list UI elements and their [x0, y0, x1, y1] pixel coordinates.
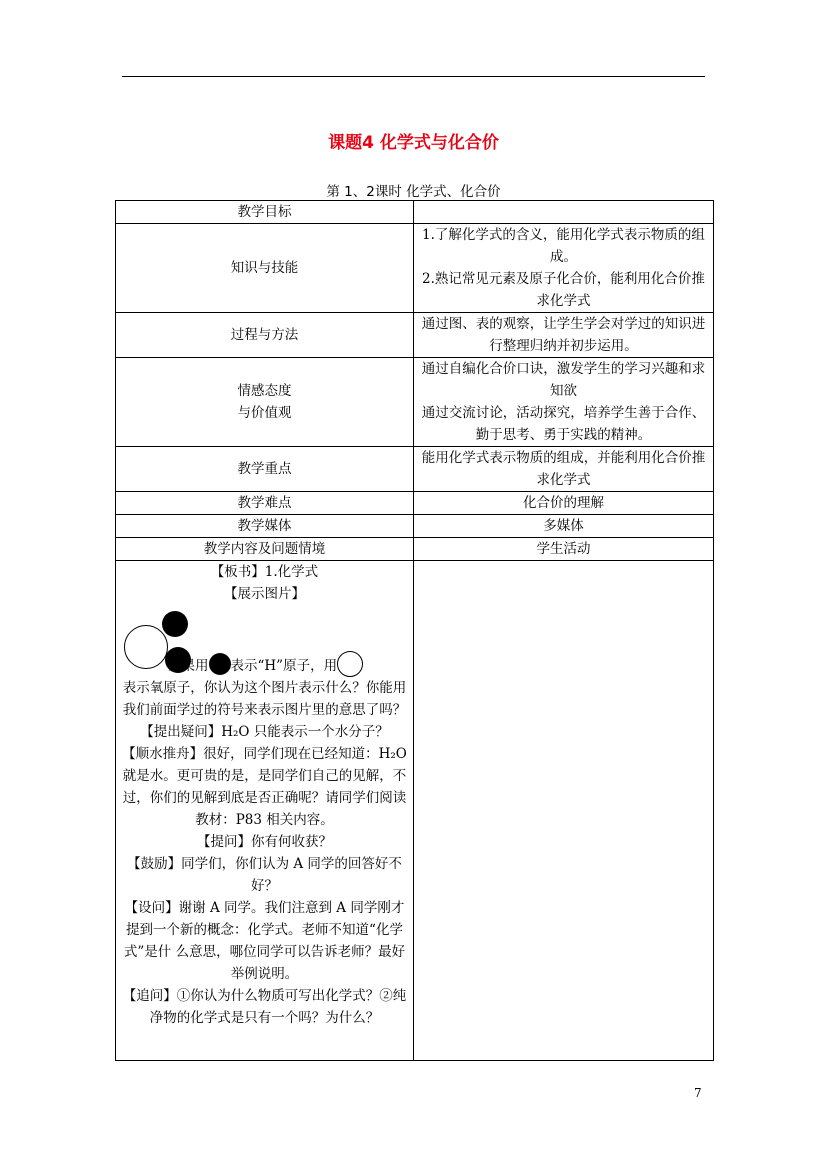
- water-molecule-figure: [120, 611, 409, 677]
- emotion-item-1: 通过自编化合价口诀，激发学生的学习兴趣和求知欲: [421, 361, 706, 399]
- content-column-header: 教学内容及问题情境: [116, 538, 414, 561]
- media-label: 教学媒体: [116, 515, 414, 538]
- emotion-text: [414, 358, 714, 447]
- further-question: 【追问】①你认为什么物质可写出化学式？②纯净物的化学式是只有一个吗？为什么？: [122, 988, 407, 1026]
- header-rule: [122, 76, 705, 77]
- student-activity: [414, 561, 714, 1061]
- key-point-label: 教学重点: [116, 447, 414, 492]
- lesson-plan-table: [115, 200, 714, 1061]
- emotion-label-line-2: 与价值观: [237, 405, 292, 421]
- legend-text-b: 表示“H”原子，用: [230, 658, 338, 674]
- legend-text-a: 如果用: [168, 658, 209, 674]
- emotion-label-line-1: 情感态度: [237, 383, 292, 399]
- set-question: 【设问】谢谢 A 同学。我们注意到 A 同学刚才提到一个新的概念：化学式。老师不知道“化学式”是什 么意思，哪位同学可以告诉老师？最好举例说明。: [123, 900, 406, 982]
- media-text: 多媒体: [414, 515, 714, 538]
- hydrogen-legend-icon: [209, 653, 231, 675]
- knowledge-label: 知识与技能: [116, 224, 414, 313]
- emotion-label: [116, 358, 414, 447]
- teaching-content: [116, 561, 414, 1061]
- activity-column-header: 学生活动: [414, 538, 714, 561]
- knowledge-item-1: 1.了解化学式的含义，能用化学式表示物质的组成。: [422, 227, 705, 265]
- key-point-text: 能用化学式表示物质的组成，并能利用化合价推求化学式: [414, 447, 714, 492]
- oxygen-atom-icon: [124, 625, 168, 669]
- difficulty-label: 教学难点: [116, 492, 414, 515]
- objectives-header-blank: [414, 201, 714, 224]
- difficulty-text: 化合价的理解: [414, 492, 714, 515]
- atom-legend: [168, 651, 363, 677]
- process-label: 过程与方法: [116, 313, 414, 358]
- lesson-title: 课题4 化学式与化合价: [328, 133, 499, 153]
- hydrogen-atom-icon: [162, 611, 188, 637]
- picture-question: 表示氧原子，你认为这个图片表示什么？你能用我们前面学过的符号来表示图片里的意思了吗？: [122, 680, 407, 718]
- knowledge-text: [414, 224, 714, 313]
- ask-gain: 【提问】你有何收获？: [197, 834, 332, 850]
- board-note: 【板书】1.化学式: [210, 564, 319, 580]
- objectives-header: 教学目标: [116, 201, 414, 224]
- page-number: 7: [694, 1086, 702, 1100]
- oxygen-legend-icon: [337, 651, 363, 677]
- knowledge-item-2: 2.熟记常见元素及原子化合价，能利用化合价推求化学式: [422, 271, 705, 309]
- process-text: 通过图、表的观察，让学生学会对学过的知识进行整理归纳并初步运用。: [414, 313, 714, 358]
- encourage: 【鼓励】同学们，你们认为 A 同学的回答好不好？: [127, 856, 402, 894]
- raise-doubt: 【提出疑问】H₂O 只能表示一个水分子？: [140, 724, 389, 740]
- lesson-subtitle: 第 1、2课时 化学式、化合价: [326, 184, 501, 200]
- emotion-item-2: 通过交流讨论，活动探究，培养学生善于合作、勤于思考、勇于实践的精神。: [421, 405, 706, 443]
- show-picture-note: 【展示图片】: [224, 586, 305, 602]
- follow-up: 【顺水推舟】很好，同学们现在已经知道：H₂O 就是水。更可贵的是，是同学们自己的见解，不过，你们的见解到底是否正确呢？请同学们阅读教材：P83 相关内容。: [122, 746, 407, 828]
